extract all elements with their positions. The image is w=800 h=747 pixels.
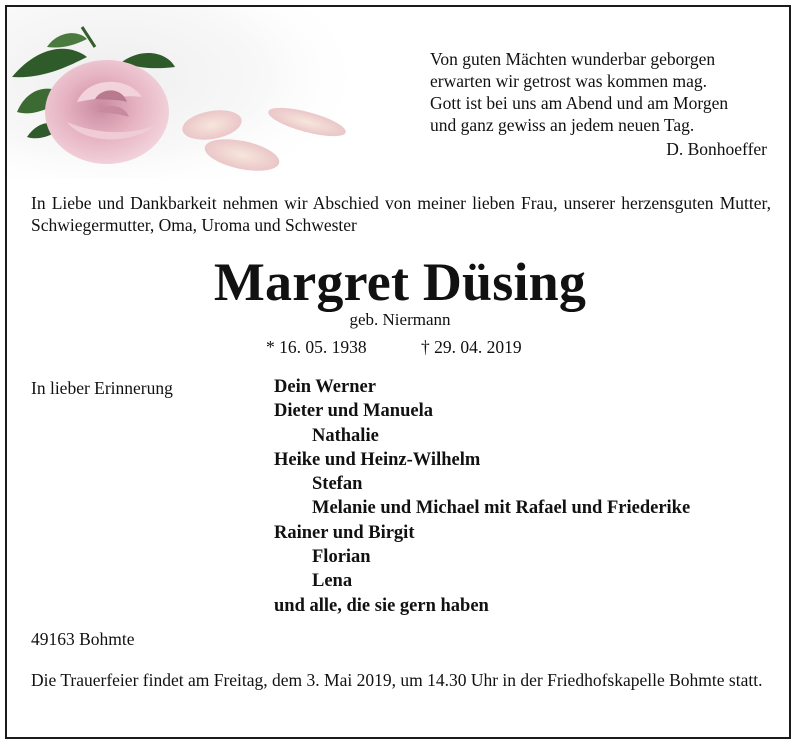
- family-member: Rainer und Birgit: [274, 522, 415, 543]
- family-member: Lena: [312, 571, 353, 592]
- family-member: Dein Werner: [274, 377, 376, 397]
- deceased-name: Margret Düsing: [213, 252, 587, 312]
- poem-author: D. Bonhoeffer: [666, 139, 767, 159]
- bonhoeffer-poem: [430, 48, 775, 160]
- family-member: Heike und Heinz-Wilhelm: [274, 449, 481, 470]
- poem-line: und ganz gewiss an jedem neuen Tag.: [430, 115, 695, 135]
- family-member: und alle, die sie gern haben: [274, 595, 489, 616]
- family-member: Nathalie: [312, 425, 379, 446]
- intro-text: In Liebe und Dankbarkeit nehmen wir Abschied von meiner lieben Frau, unserer herzensguten Mutter, Schwiegermutter, Oma, Uroma und Schwester: [31, 193, 771, 235]
- family-member: Stefan: [312, 474, 363, 495]
- birth-date: * 16. 05. 1938: [266, 337, 367, 357]
- place: 49163 Bohmte: [31, 629, 135, 649]
- family-member: Dieter und Manuela: [274, 401, 433, 422]
- funeral-service-info: Die Trauerfeier findet am Freitag, dem 3. Mai 2019, um 14.30 Uhr in der Friedhofskapelle Bohmte statt.: [31, 670, 763, 690]
- poem-line: Von guten Mächten wunderbar geborgen: [430, 49, 716, 69]
- memory-label: In lieber Erinnerung: [31, 378, 173, 398]
- birth-name: geb. Niermann: [349, 310, 451, 329]
- family-list: [274, 375, 690, 618]
- family-member: Melanie und Michael mit Rafael und Friederike: [312, 498, 691, 519]
- poem-line: Gott ist bei uns am Abend und am Morgen: [430, 93, 729, 113]
- family-member: Florian: [312, 547, 371, 568]
- rose-illustration: [7, 7, 352, 179]
- poem-line: erwarten wir getrost was kommen mag.: [430, 71, 708, 91]
- death-date: † 29. 04. 2019: [421, 337, 522, 357]
